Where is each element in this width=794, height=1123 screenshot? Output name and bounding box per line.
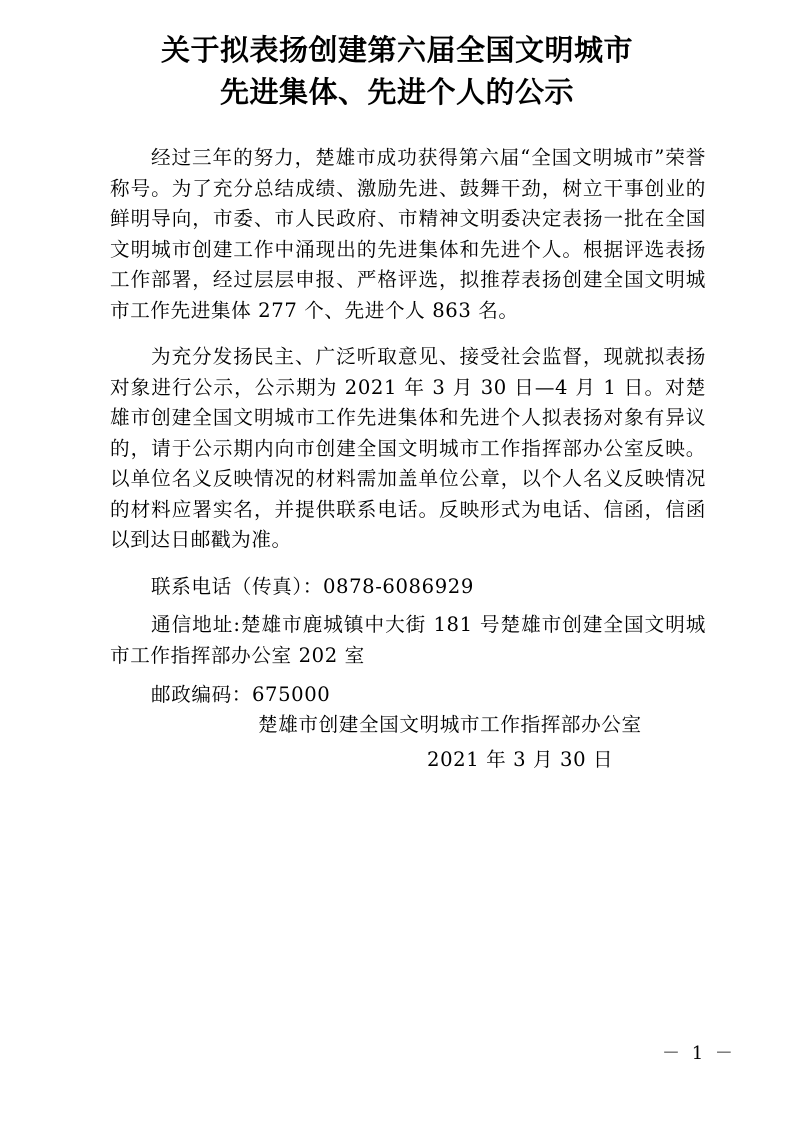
- body-paragraph-1: 经过三年的努力，楚雄市成功获得第六届“全国文明城市”荣誉称号。为了充分总结成绩、激励先进、鼓舞干劲，树立干事创业的鲜明导向，市委、市人民政府、市精神文明委决定表扬一批在全国文明城市创建工作中涌现出的先进集体和先进个人。根据评选表扬工作部署，经过层层申报、严格评选，拟推荐表扬创建全国文明城市工作先进集体 277 个、先进个人 863 名。: [110, 146, 706, 322]
- contact-phone: 联系电话（传真）：0878-6086929: [151, 575, 474, 598]
- signature-organization: 楚雄市创建全国文明城市工作指挥部办公室: [258, 713, 642, 736]
- body-paragraph-2: 为充分发扬民主、广泛听取意见、接受社会监督，现就拟表扬对象进行公示，公示期为 2021 年 3 月 30 日—4 月 1 日。对楚雄市创建全国文明城市工作先进集体和先进个人拟表扬对象有异议的，请于公示期内向市创建全国文明城市工作指挥部办公室反映。以单位名义反映情况的材料需加盖单位公章，以个人名义反映情况的材料应署实名，并提供联系电话。反映形式为电话、信函，信函以到达日邮戳为准。: [110, 345, 706, 551]
- mailing-address: 通信地址:楚雄市鹿城镇中大街 181 号楚雄市创建全国文明城市工作指挥部办公室 202 室: [110, 613, 706, 667]
- page-number: － 1 －: [662, 1043, 736, 1064]
- postal-code: 邮政编码：675000: [151, 683, 331, 706]
- signature-date: 2021 年 3 月 30 日: [427, 748, 614, 771]
- document-title-line-2: 先进集体、先进个人的公示: [219, 75, 574, 109]
- document-title-line-1: 关于拟表扬创建第六届全国文明城市: [160, 33, 633, 67]
